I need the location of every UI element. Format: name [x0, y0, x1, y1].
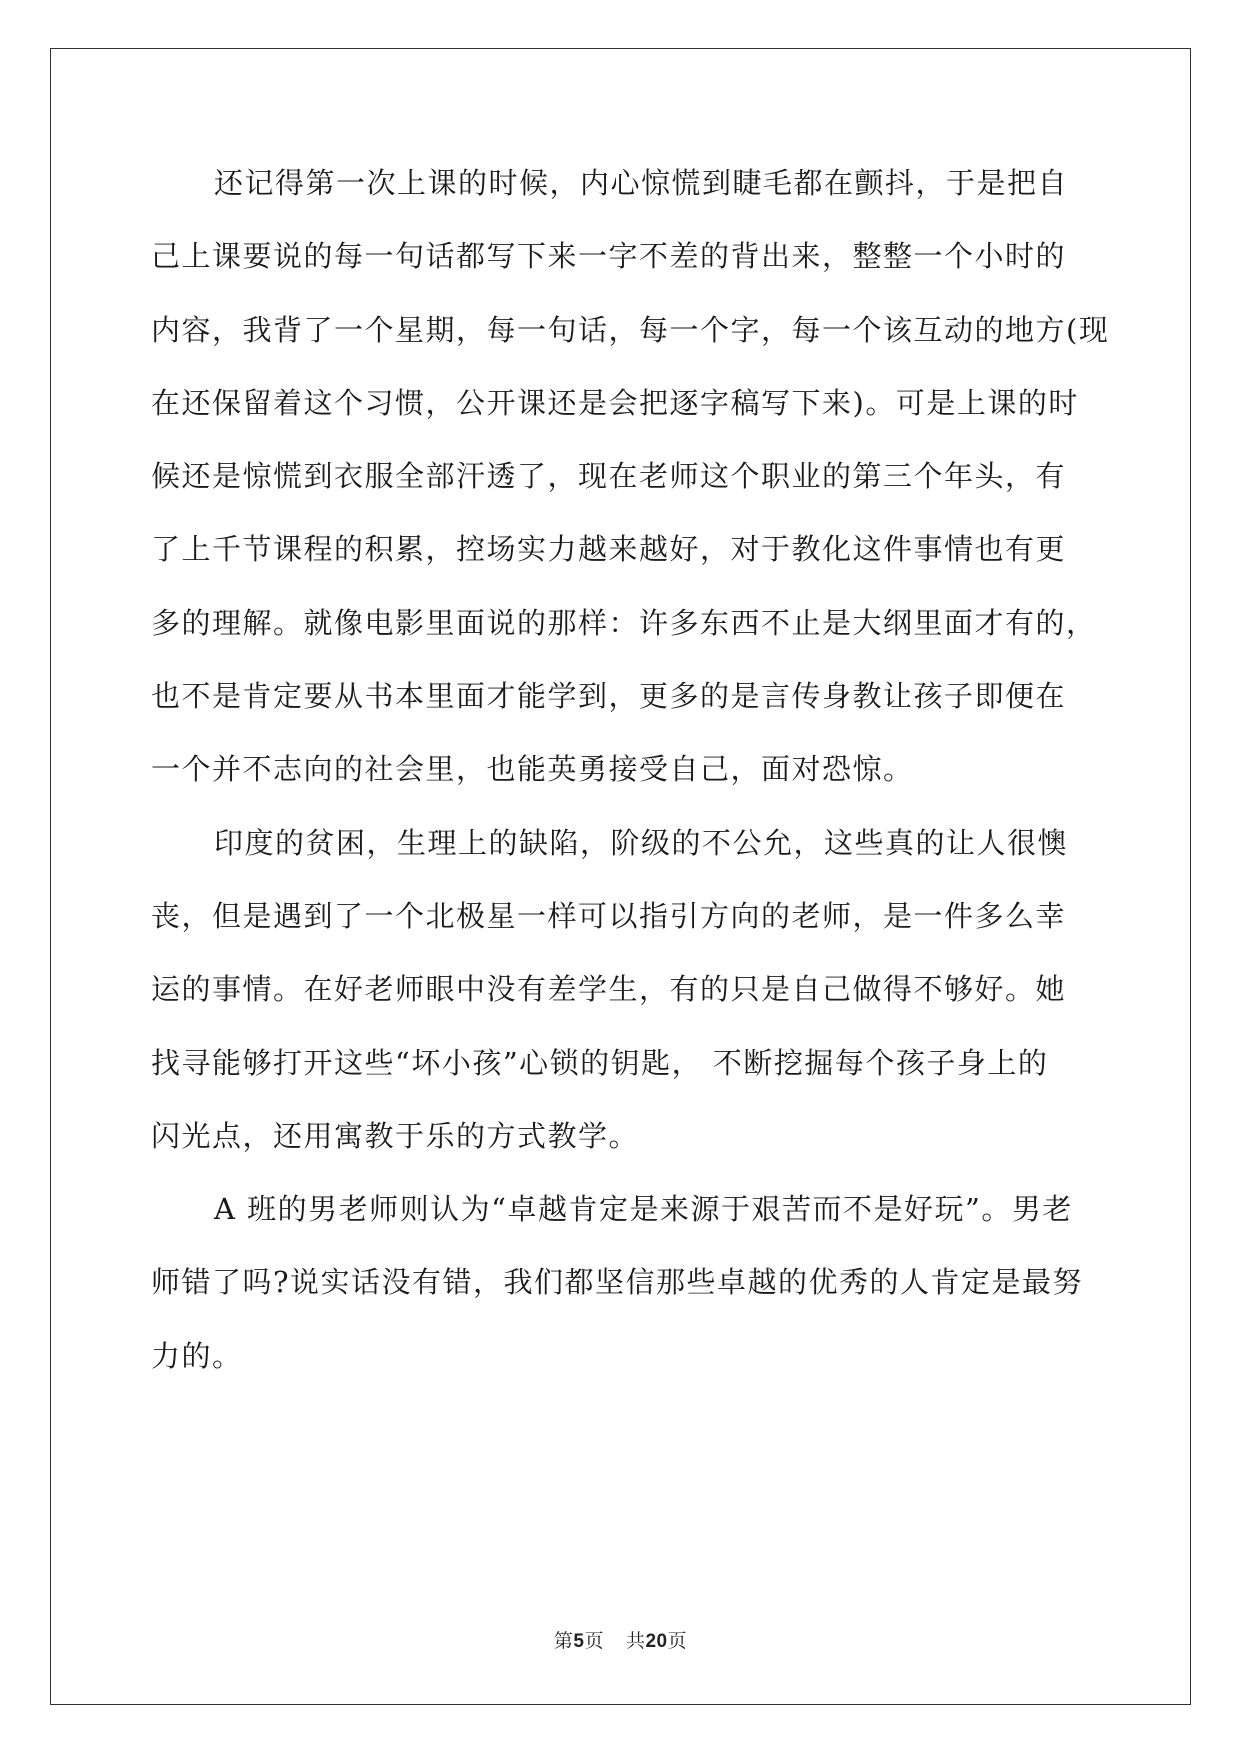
footer-page-suffix: 页	[584, 1630, 604, 1652]
text-line: 还记得第一次上课的时候，内心惊慌到睫毛都在颤抖，于是把自	[214, 166, 1069, 200]
footer-total-prefix: 共	[625, 1630, 646, 1652]
text-line: 也不是肯定要从书本里面才能学到，更多的是言传身教让孩子即便在	[151, 679, 1067, 714]
text-line: 师错了吗?说实话没有错，我们都坚信那些卓越的优秀的人肯定是最努	[151, 1265, 1084, 1300]
total-pages: 20	[645, 1631, 668, 1652]
text-line: 内容，我背了一个星期，每一句话，每一个字，每一个该互动的地方(现	[151, 312, 1110, 347]
text-line: 了上千节课程的积累，控场实力越来越好，对于教化这件事情也有更	[151, 532, 1067, 567]
document-body	[151, 160, 1110, 1406]
text-line: 一个并不志向的社会里，也能英勇接受自己，面对恐惊。	[151, 752, 914, 787]
text-line: 运的事情。在好老师眼中没有差学生，有的只是自己做得不够好。她	[151, 972, 1067, 1007]
page-footer	[0, 1626, 1241, 1653]
text-line: 多的理解。就像电影里面说的那样：许多东西不止是大纲里面才有的，	[151, 605, 1097, 640]
text-line: A 班的男老师则认为“卓越肯定是来源于艰苦而不是好玩”。男老	[214, 1192, 1073, 1227]
text-line: 丧，但是遇到了一个北极星一样可以指引方向的老师，是一件多么幸	[151, 898, 1067, 933]
page-number: 5	[573, 1631, 585, 1652]
text-line: 己上课要说的每一句话都写下来一字不差的背出来，整整一个小时的	[151, 239, 1067, 274]
text-line: 闪光点，还用寓教于乐的方式教学。	[151, 1118, 640, 1153]
text-line: 候还是惊慌到衣服全部汗透了，现在老师这个职业的第三个年头，有	[151, 459, 1067, 494]
text-line: 力的。	[151, 1338, 243, 1373]
footer-total-suffix: 页	[667, 1630, 688, 1652]
footer-prefix: 第	[553, 1630, 574, 1652]
text-line: 在还保留着这个习惯，公开课还是会把逐字稿写下来)。可是上课的时	[151, 385, 1079, 420]
text-line: 印度的贫困，生理上的缺陷，阶级的不公允，这些真的让人很懊	[214, 825, 1069, 860]
text-line: 找寻能够打开这些“坏小孩”心锁的钥匙， 不断挖掘每个孩子身上的	[151, 1045, 1049, 1080]
